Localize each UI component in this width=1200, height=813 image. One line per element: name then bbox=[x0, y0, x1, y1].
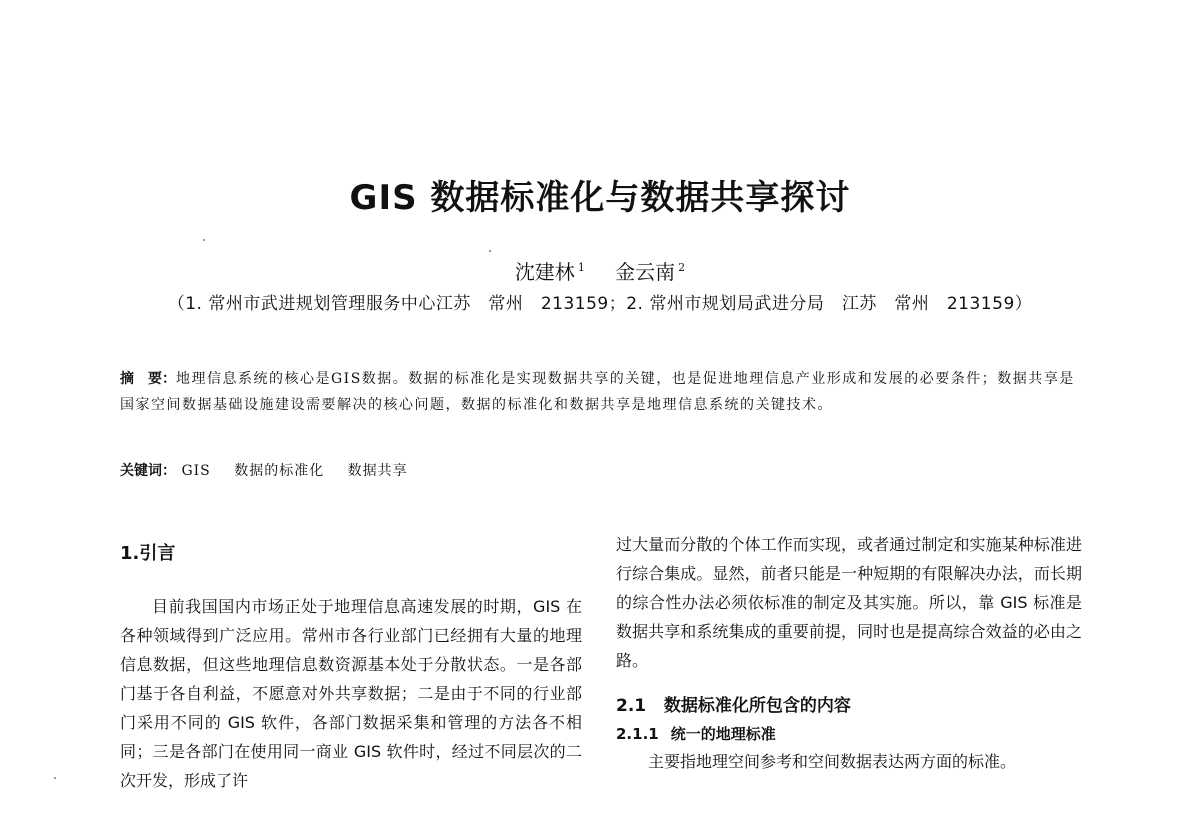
paper-title: GIS 数据标准化与数据共享探讨 bbox=[349, 178, 851, 218]
author-line bbox=[0, 256, 1200, 285]
abstract bbox=[120, 366, 1080, 418]
abstract-label: 摘 要： bbox=[120, 371, 176, 387]
left-column bbox=[120, 540, 582, 795]
scan-speck bbox=[54, 777, 56, 779]
author-name: 沈建林 bbox=[514, 260, 575, 284]
section-title: 数据标准化所包含的内容 bbox=[663, 696, 851, 716]
subsection-title: 统一的地理标准 bbox=[670, 725, 776, 743]
subsection-paragraph: 主要指地理空间参考和空间数据表达两方面的标准。 bbox=[648, 752, 1017, 771]
keyword: 数据的标准化 bbox=[234, 463, 325, 479]
right-column bbox=[616, 530, 1082, 776]
author-name: 金云南 bbox=[615, 260, 676, 284]
keyword: 数据共享 bbox=[347, 463, 408, 479]
abstract-text: 地理信息系统的核心是GIS数据。数据的标准化是实现数据共享的关键，也是促进地理信息产业形成和发展的必要条件；数据共享是国家空间数据基础设施建设需要解决的核心问题，数据的标准化和数据共享是地理信息系统的关键技术。 bbox=[120, 371, 1075, 413]
affiliation-line: （1. 常州市武进规划管理服务中心江苏 常州 213159；2. 常州市规划局武进分局 江苏 常州 213159） bbox=[167, 294, 1033, 314]
scan-speck bbox=[489, 250, 491, 252]
subsection-heading-2-1-1 bbox=[616, 721, 1082, 747]
keywords-label: 关键词： bbox=[120, 463, 176, 479]
keywords bbox=[120, 460, 1080, 480]
section-heading-2-1 bbox=[616, 691, 1082, 721]
author-1 bbox=[515, 256, 585, 285]
author-2 bbox=[615, 256, 685, 285]
subsection-number: 2.1.1 bbox=[616, 725, 659, 743]
section-number: 2.1 bbox=[616, 696, 647, 716]
author-affiliation-mark: 1 bbox=[577, 261, 585, 275]
introduction-paragraph: 目前我国国内市场正处于地理信息高速发展的时期，GIS 在各种领域得到广泛应用。常州市各行业部门已经拥有大量的地理信息数据，但这些地理信息数资源基本处于分散状态。一是各部门基于各自利益，不愿意对外共享数据；二是由于不同的行业部门采用不同的 GIS 软件，各部门数据采集和管理的方法各不相同；三是各部门在使用同一商业 GIS 软件时，经过不同层次的二次开发，形成了许 bbox=[120, 597, 582, 790]
keyword: GIS bbox=[181, 463, 211, 479]
continued-paragraph: 过大量而分散的个体工作而实现，或者通过制定和实施某种标准进行综合集成。显然，前者只能是一种短期的有限解决办法，而长期的综合性办法必须依标准的制定及其实施。所以，靠 GIS 标准是数据共享和系统集成的重要前提，同时也是提高综合效益的必由之路。 bbox=[616, 535, 1082, 670]
author-affiliation-mark: 2 bbox=[678, 261, 686, 275]
scan-speck bbox=[203, 239, 205, 241]
section-heading-introduction: 1.引言 bbox=[120, 543, 176, 564]
